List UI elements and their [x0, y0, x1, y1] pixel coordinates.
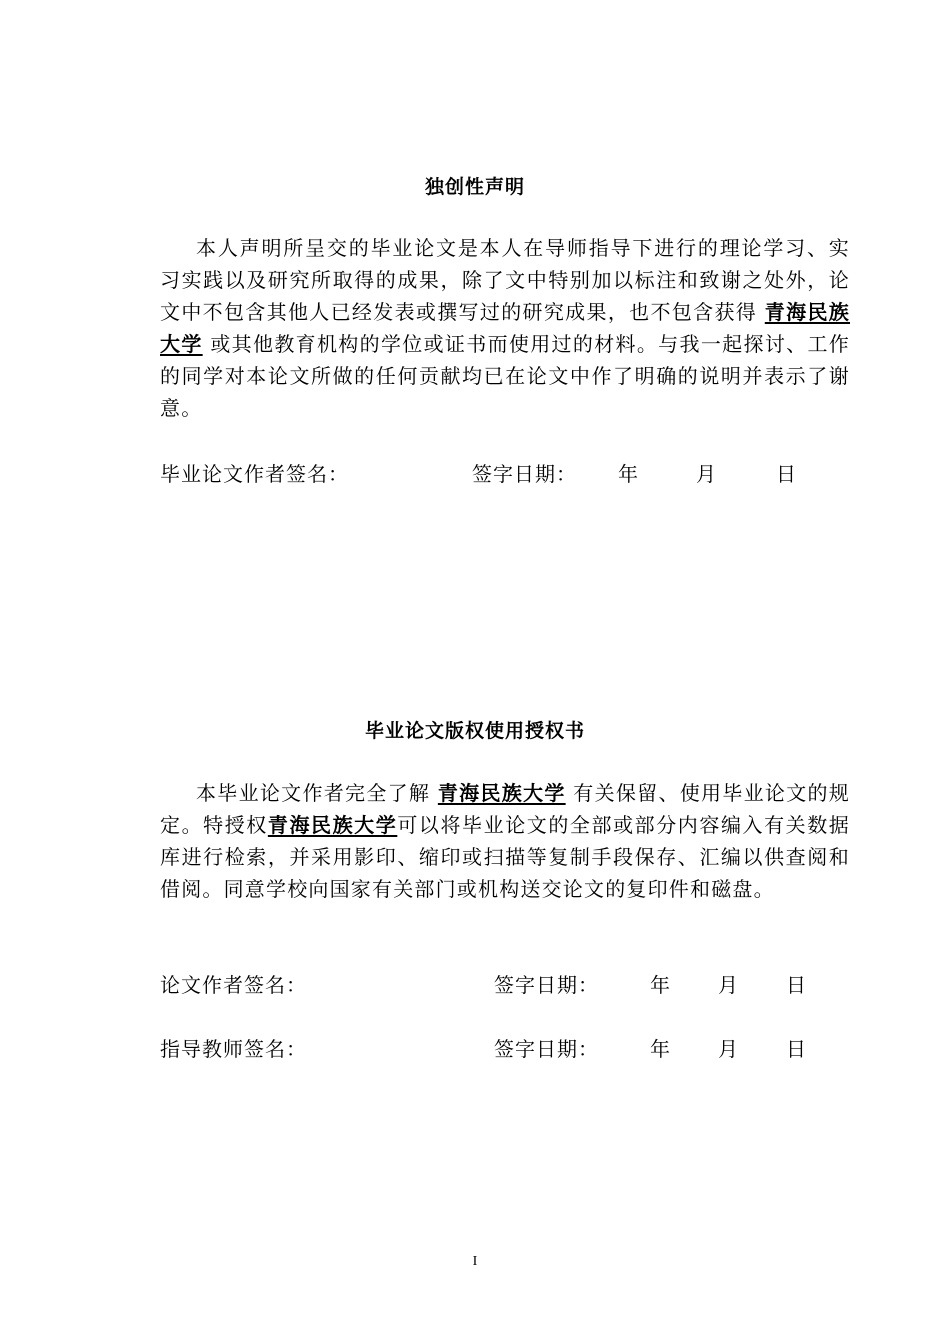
authorization-text-2: 有关保留、使用毕业论文的规定。特授权 [160, 781, 850, 837]
month-label: 月 [718, 973, 739, 997]
day-label: 日 [786, 1037, 807, 1061]
author-signature-label: 论文作者签名： [160, 973, 307, 997]
university-name: 青海民族大学 [437, 781, 566, 805]
author-signature-row [160, 969, 860, 999]
day-label: 日 [786, 973, 807, 997]
author-signature-label: 毕业论文作者签名： [160, 462, 349, 486]
year-label: 年 [618, 462, 639, 486]
advisor-signature-row [160, 1033, 860, 1063]
declaration-title: 独创性声明 [424, 176, 525, 198]
day-label: 日 [776, 462, 797, 486]
authorization-title: 毕业论文版权使用授权书 [364, 720, 585, 742]
declaration-signature-row [160, 458, 860, 488]
month-label: 月 [718, 1037, 739, 1061]
authorization-text-3: 可以将毕业论文的全部或部分内容编入有关数据库进行检索，并采用影印、缩印或扫描等复制手段保存、汇编以供查阅和借阅。同意学校向国家有关部门或机构送交论文的复印件和磁盘。 [160, 813, 851, 901]
month-label: 月 [696, 462, 717, 486]
authorization-text-1: 本毕业论文作者完全了解 [196, 781, 438, 805]
sign-date-label: 签字日期： [472, 462, 577, 486]
sign-date-label: 签字日期： [494, 1037, 599, 1061]
declaration-text-2: 或其他教育机构的学位或证书而使用过的材料。与我一起探讨、工作的同学对本论文所做的任何贡献均已在论文中作了明确的说明并表示了谢意。 [160, 332, 850, 420]
authorization-paragraph [160, 777, 850, 905]
declaration-text-1: 本人声明所呈交的毕业论文是本人在导师指导下进行的理论学习、实习实践以及研究所取得的成果，除了文中特别加以标注和致谢之处外，论文中不包含其他人已经发表或撰写过的研究成果，也不包含获得 [160, 236, 850, 324]
university-name: 青海民族大学 [267, 813, 398, 837]
sign-date-label: 签字日期： [494, 973, 599, 997]
year-label: 年 [650, 973, 671, 997]
declaration-paragraph [160, 232, 850, 424]
advisor-signature-label: 指导教师签名： [160, 1037, 307, 1061]
page-number: I [472, 1254, 478, 1269]
university-name: 青海民族大学 [160, 300, 850, 356]
year-label: 年 [650, 1037, 671, 1061]
